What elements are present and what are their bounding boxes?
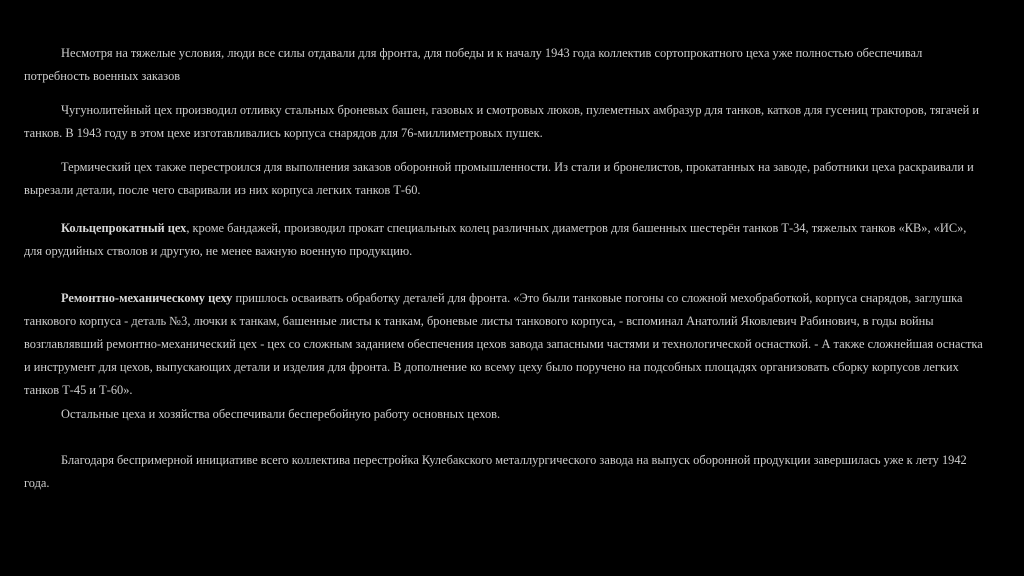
paragraph-iron-foundry xyxy=(24,99,984,145)
paragraph-text: , кроме бандажей, производил прокат специальных колец различных диаметров для башенных шестерён танков Т-34, тяжелых танков «КВ», «ИС», для орудийных стволов и другую, не менее важную военную продукцию. xyxy=(24,221,967,258)
paragraph-other-shops xyxy=(24,403,984,426)
paragraph-rolling-shop xyxy=(24,42,984,88)
paragraph-text: Термический цех также перестроился для выполнения заказов оборонной промышленности. Из стали и бронелистов, прокатанных на заводе, работники цеха раскраивали и вырезали детали, после чего сваривали из них корпуса легких танков Т-60. xyxy=(24,160,974,197)
paragraph-bold-lead: Ремонтно-механическому цеху xyxy=(61,291,233,305)
paragraph-bold-lead: Кольцепрокатный цех xyxy=(61,221,187,235)
paragraph-text: Остальные цеха и хозяйства обеспечивали бесперебойную работу основных цехов. xyxy=(61,407,501,421)
paragraph-text: пришлось осваивать обработку деталей для фронта. «Это были танковые погоны со сложной мехобработкой, корпуса снарядов, заглушка танкового корпуса - деталь №3, лючки к танкам, башенные листы к танкам, броневые листы танкового корпуса, - вспоминал Анатолий Яковлевич Рабинович, в годы войны возглавлявший ремонтно-механический цех - цех со сложным заданием обеспечения цехов завода запасными частями и технологической оснасткой. - А также сложнейшая оснастка и инструмент для цехов, выпускающих детали и изделия для фронта. В дополнение ко всему цеху было поручено на подсобных площадях организовать сборку корпусов легких танков Т-45 и Т-60». xyxy=(24,291,983,397)
paragraph-text: Чугунолитейный цех производил отливку стальных броневых башен, газовых и смотровых люков, пулеметных амбразур для танков, катков для гусениц тракторов, тягачей и танков. В 1943 году в этом цехе изготавливались корпуса снарядов для 76-миллиметровых пушек. xyxy=(24,103,980,140)
paragraph-text: Благодаря беспримерной инициативе всего коллектива перестройка Кулебакского металлургического завода на выпуск оборонной продукции завершилась уже к лету 1942 года. xyxy=(24,453,967,490)
paragraph-ring-rolling-shop xyxy=(24,217,984,263)
paragraph-text: Несмотря на тяжелые условия, люди все силы отдавали для фронта, для победы и к началу 1943 года коллектив сортопрокатного цеха уже полностью обеспечивал потребность военных заказов xyxy=(24,46,923,83)
paragraph-conclusion xyxy=(24,449,984,495)
paragraph-repair-mechanical-shop xyxy=(24,287,984,402)
paragraph-thermal-shop xyxy=(24,156,984,202)
